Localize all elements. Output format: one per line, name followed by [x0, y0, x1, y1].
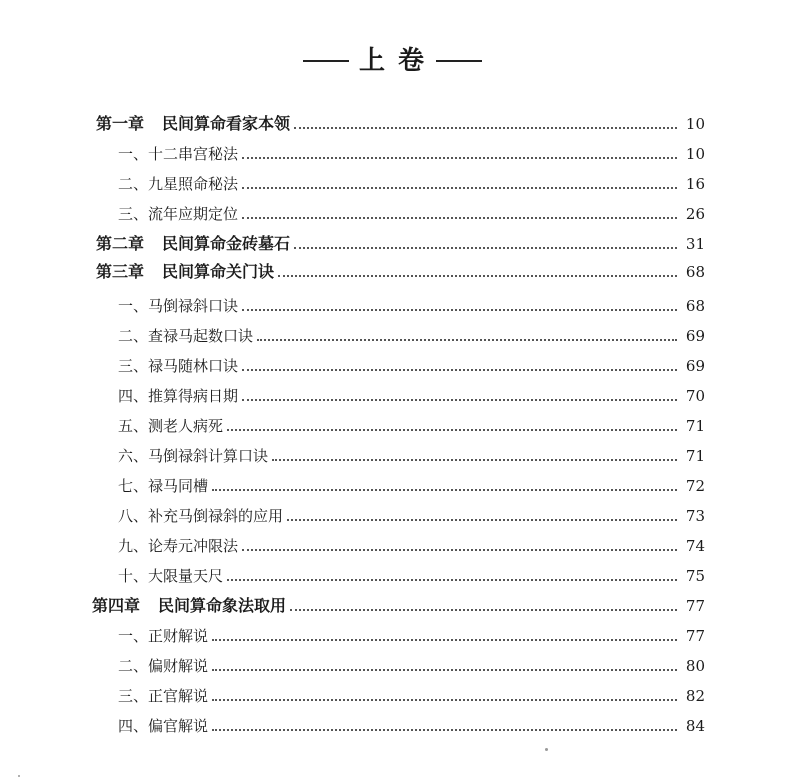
dot-leader — [294, 127, 677, 129]
section-title: 二、查禄马起数口诀 — [118, 327, 254, 345]
page-number: 73 — [685, 507, 705, 525]
toc-chapter-row — [96, 230, 705, 254]
dot-leader — [212, 699, 677, 701]
page-number: 75 — [685, 567, 705, 585]
chapter-name: 民间算命象法取用 — [158, 596, 287, 615]
dot-leader — [242, 157, 677, 159]
page-number: 82 — [685, 687, 705, 705]
toc-section-row — [118, 562, 705, 586]
scan-speck — [18, 775, 20, 777]
section-title: 三、禄马随林口诀 — [118, 357, 239, 375]
dot-leader — [257, 339, 677, 341]
chapter-title — [96, 114, 290, 134]
page-number: 72 — [685, 477, 705, 495]
page-number: 69 — [685, 327, 705, 345]
section-title: 六、马倒禄斜计算口诀 — [118, 447, 269, 465]
page-number: 84 — [685, 717, 705, 735]
heading-rule-right — [436, 60, 482, 62]
section-title: 三、正官解说 — [118, 687, 209, 705]
dot-leader — [227, 579, 677, 581]
toc-section-row — [118, 712, 705, 736]
toc-section-row — [118, 292, 705, 316]
volume-heading — [0, 40, 785, 77]
toc-chapter-row — [96, 258, 705, 282]
section-title: 一、十二串宫秘法 — [118, 145, 239, 163]
section-title: 八、补充马倒禄斜的应用 — [118, 507, 284, 525]
dot-leader — [212, 639, 677, 641]
section-title: 四、偏官解说 — [118, 717, 209, 735]
toc-section-row — [118, 682, 705, 706]
page-number: 31 — [685, 235, 705, 253]
section-title: 三、流年应期定位 — [118, 205, 239, 223]
chapter-title — [92, 596, 286, 616]
toc-chapter-row — [96, 110, 705, 134]
dot-leader — [242, 217, 677, 219]
heading-rule-left — [303, 60, 349, 62]
section-title: 二、偏财解说 — [118, 657, 209, 675]
page-number: 77 — [685, 597, 705, 615]
page-number: 16 — [685, 175, 705, 193]
page-number: 70 — [685, 387, 705, 405]
page-number: 68 — [685, 263, 705, 281]
chapter-number: 第四章 — [92, 596, 141, 615]
toc-section-row — [118, 200, 705, 224]
dot-leader — [212, 729, 677, 731]
section-title: 四、推算得病日期 — [118, 387, 239, 405]
dot-leader — [272, 459, 677, 461]
dot-leader — [287, 519, 677, 521]
page-number: 10 — [685, 145, 705, 163]
section-title: 一、正财解说 — [118, 627, 209, 645]
chapter-name: 民间算命看家本领 — [162, 114, 291, 133]
section-title: 七、禄马同槽 — [118, 477, 209, 495]
scan-speck — [545, 748, 548, 751]
page-number: 69 — [685, 357, 705, 375]
chapter-number: 第二章 — [96, 234, 145, 253]
chapter-name: 民间算命关门诀 — [162, 262, 275, 281]
toc-section-row — [118, 652, 705, 676]
toc-section-row — [118, 442, 705, 466]
dot-leader — [294, 247, 677, 249]
toc-section-row — [118, 352, 705, 376]
dot-leader — [212, 669, 677, 671]
chapter-name: 民间算命金砖墓石 — [162, 234, 291, 253]
volume-title: 上 卷 — [358, 46, 427, 76]
page-number: 74 — [685, 537, 705, 555]
toc-section-row — [118, 532, 705, 556]
dot-leader — [227, 429, 677, 431]
dot-leader — [290, 609, 677, 611]
section-title: 九、论寿元冲限法 — [118, 537, 239, 555]
page-number: 77 — [685, 627, 705, 645]
dot-leader — [278, 275, 677, 277]
dot-leader — [242, 187, 677, 189]
toc-section-row — [118, 170, 705, 194]
page-number: 26 — [685, 205, 705, 223]
page-number: 80 — [685, 657, 705, 675]
toc-chapter-row — [92, 592, 705, 616]
dot-leader — [212, 489, 677, 491]
page-number: 71 — [685, 447, 705, 465]
section-title: 二、九星照命秘法 — [118, 175, 239, 193]
toc-section-row — [118, 382, 705, 406]
dot-leader — [242, 369, 677, 371]
chapter-number: 第一章 — [96, 114, 145, 133]
toc-section-row — [118, 472, 705, 496]
dot-leader — [242, 549, 677, 551]
toc-section-row — [118, 622, 705, 646]
chapter-number: 第三章 — [96, 262, 145, 281]
section-title: 一、马倒禄斜口诀 — [118, 297, 239, 315]
page-number: 68 — [685, 297, 705, 315]
toc-section-row — [118, 412, 705, 436]
toc-section-row — [118, 140, 705, 164]
section-title: 五、测老人病死 — [118, 417, 224, 435]
page-number: 71 — [685, 417, 705, 435]
chapter-title — [96, 234, 290, 254]
toc-section-row — [118, 502, 705, 526]
toc-section-row — [118, 322, 705, 346]
dot-leader — [242, 309, 677, 311]
chapter-title — [96, 262, 274, 282]
dot-leader — [242, 399, 677, 401]
page-number: 10 — [685, 115, 705, 133]
section-title: 十、大限量天尺 — [118, 567, 224, 585]
